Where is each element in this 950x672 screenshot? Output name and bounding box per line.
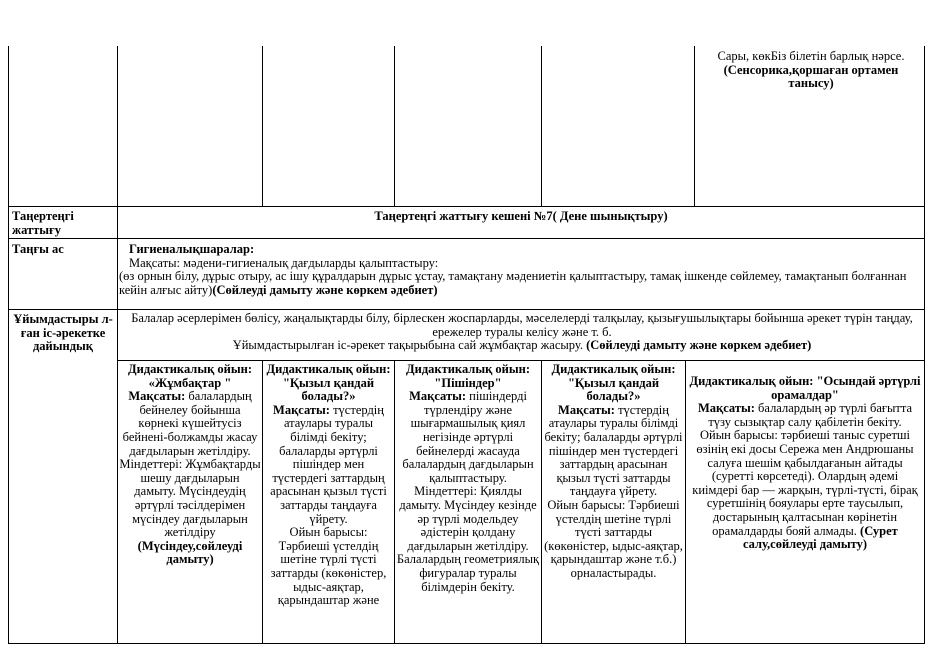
row-divider-1 [8, 206, 925, 207]
game-tasks: Міндеттері: Жұмбақтарды шешу дағдыларын дамыту. Мүсіндеудің әртүрлі тәсілдерімен мүсіндеу дағдыларын жетілдіру [119, 457, 261, 540]
top-row-bold: (Сенсорика,қоршаған ортамен танысу) [723, 62, 899, 91]
table-border-bottom [8, 643, 925, 644]
game-goal: пішіндерді түрлендіру және шығармашылық қиял негізінде әртүрлі бейнелерді жасауда балалардың дағдыларын қалыптастыру. [402, 389, 534, 485]
game-card-2 [264, 363, 393, 643]
table-divider-top-3 [541, 46, 542, 206]
game-title: Дидактикалық ойын: "Қызыл қандай болады?» [551, 363, 676, 404]
exercise-row-label: Таңертеңгі жаттығу [12, 210, 74, 237]
game-tasks: Ойын барысы: тәрбиеші таныс суретші өзінің екі досы Сережа мен Андрюшаны салуға шешім қабылдағанын айтады (суретті көрсетеді). Олардың әдемі киімдері бар — жарқын, түрлі-түсті, бірақ суретшінің бояулары ерте таусылып, достарының қалтасынан көрінетін орамалдарды бояй алмады. [692, 428, 918, 538]
game-tasks: Ойын барысы: Тәрбиеші үстелдің шетіне түрлі түсті заттарды (көкөністер, ыдыс-аяқтар, қарындаштар және [270, 525, 387, 608]
table-divider-top-4 [694, 46, 695, 206]
exercise-row-content: Таңертеңгі жаттығу кешені №7( Дене шынықтыру) [374, 210, 668, 223]
breakfast-row-content [119, 243, 922, 297]
game-card-1 [119, 363, 261, 643]
game-bold: (Мүсіндеу,сөйлеуді дамыту) [137, 538, 243, 567]
top-row-text: Сары, көкБіз білетін барлық нәрсе. [717, 50, 905, 63]
game-card-5 [688, 363, 922, 643]
game-goal-label: Мақсаты: [128, 389, 186, 404]
prep-row-label: Ұйымдастыры л-ған іс-әрекетке дайындық [13, 313, 113, 354]
game-goal-label: Мақсаты: [558, 402, 615, 417]
breakfast-heading: Гигиеналықшаралар: [129, 243, 255, 256]
table-divider-top-1 [262, 46, 263, 206]
game-goal-label: Мақсаты: [409, 389, 467, 404]
table-divider-bottom-3 [541, 360, 542, 644]
table-border-left [8, 46, 9, 644]
prep-intro: Балалар әсерлерімен бөлісу, жаңалықтарды білу, бірлескен жоспарларды, мәселелерді талқылау, қызығушылықтары бойынша әрекет түрін таңдау, ережелер туралы келісу және т. б. [131, 312, 913, 339]
table-divider-bottom-4 [685, 360, 686, 644]
game-goal: түстердің атаулары туралы білімді бекіту; балаларды әртүрлі пішіндер мен түстердегі заттардың арасынан қызыл түсті заттарды таңдауға үйрету. [270, 402, 387, 526]
game-title: Дидактикалық ойын: «Жұмбақтар " [128, 363, 252, 390]
plan-table [8, 46, 925, 644]
prep-games: Ұйымдастырылған іс-әрекет тақырыбына сай жұмбақтар жасыру. [232, 338, 583, 353]
prep-games-bold: (Сөйлеуді дамыту және көркем әдебиет) [586, 338, 812, 353]
table-border-right [924, 46, 925, 644]
table-divider-bottom-1 [262, 360, 263, 644]
game-goal: түстердің атаулары туралы білімді бекіту; балаларды әртүрлі пішіндер мен түстердегі заттардың арасынан қызыл түсті заттарды таңдауға үйрету. [544, 402, 683, 499]
breakfast-details: (өз орнын білу, дұрыс отыру, ас ішу құралдарын дұрыс ұстау, тамақтану мәдениетін қалыптастыру, тамақ ішкенде сөйлемеу, тамақтанып болғаннан кейін алғыс айту) [119, 269, 907, 297]
row-divider-3 [8, 309, 925, 310]
game-title: Дидактикалық ойын: "Пішіндер" [406, 363, 530, 390]
game-tasks: Міндеттері: Қиялды дамыту. Мүсіндеу кезінде әр түрлі модельдеу әдістерін қолдану дағдыларын жетілдіру. Балалардың геометриялық фигуралар туралы білімдерін бекіту. [396, 484, 540, 594]
game-title: Дидактикалық ойын: "Қызыл қандай болады?» [266, 363, 391, 404]
game-goal: балалардың бейнелеу бойынша көрнекі күшейтусіз бейнені-болжамды жасау дағдыларын жетілдіру. [122, 389, 258, 458]
table-divider-bottom-2 [394, 360, 395, 644]
breakfast-goal: Мақсаты: мәдени-гигиеналық дағдыларды қалыптастыру: [129, 255, 439, 270]
game-card-3 [396, 363, 540, 643]
table-border-label-column [117, 46, 118, 644]
game-tasks: Ойын барысы: Тәрбиеші үстелдің шетіне түрлі түсті заттарды (көкөністер, ыдыс-аяқтар, қарындаштар және т.б.) орналастырады. [544, 497, 683, 580]
row-divider-2 [8, 238, 925, 239]
breakfast-bold: (Сөйлеуді дамыту және көркем әдебиет) [212, 282, 438, 297]
game-card-4 [543, 363, 684, 643]
row-divider-4 [117, 360, 925, 361]
game-title: Дидактикалық ойын: "Осындай әртүрлі орамалдар" [689, 374, 921, 402]
top-row-activity [708, 50, 914, 91]
game-goal-label: Мақсаты: [697, 401, 755, 416]
game-goal-label: Мақсаты: [273, 402, 330, 417]
prep-row-content [124, 312, 920, 353]
game-goal: балалардың әр түрлі бағытта түзу сызықтар салу қабілетін бекіту. [708, 401, 913, 429]
breakfast-row-label: Таңғы ас [12, 243, 64, 256]
table-divider-top-2 [394, 46, 395, 206]
game-bold: (Сурет салу,сөйлеуді дамыту) [742, 523, 898, 552]
